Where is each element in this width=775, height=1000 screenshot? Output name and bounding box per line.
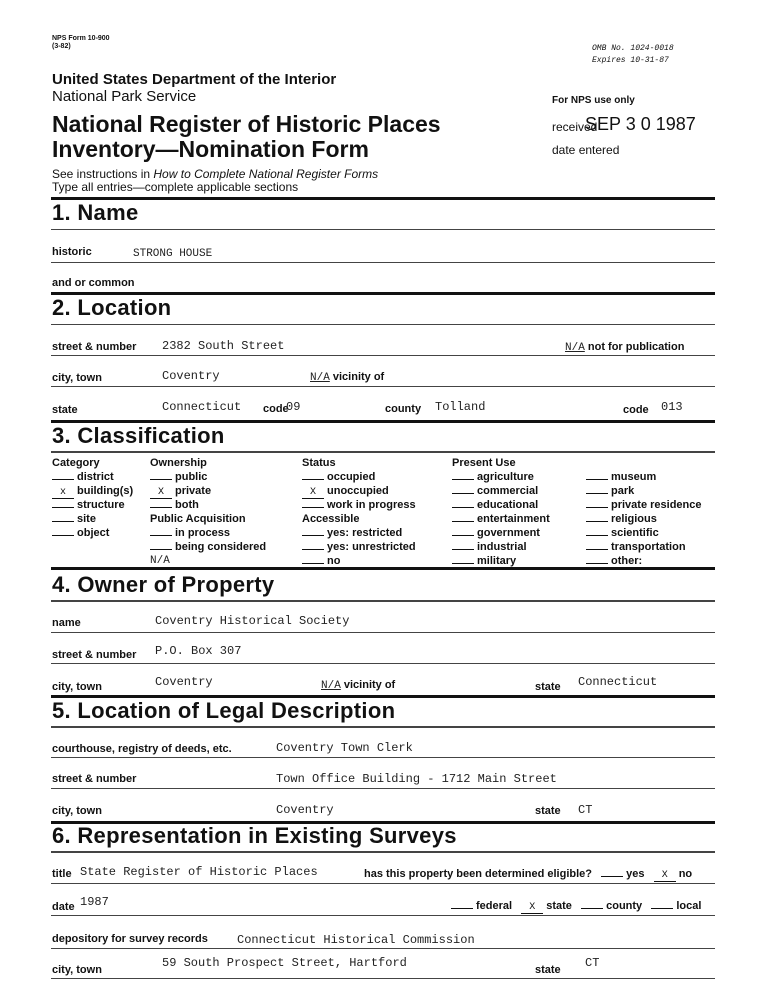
divider [51, 451, 715, 453]
expires: Expires 10-31-87 [592, 56, 669, 65]
checkbox[interactable] [150, 535, 172, 536]
owner-street-label: street & number [52, 649, 137, 661]
checkbox[interactable] [52, 479, 74, 480]
classification-option[interactable] [452, 485, 550, 499]
option-label: museum [611, 471, 657, 483]
option-label: military [477, 555, 517, 567]
depository-state-label: state [535, 964, 561, 976]
classification-group-heading: Category [52, 457, 100, 469]
owner-city-label: city, town [52, 681, 102, 693]
local-label: local [676, 900, 702, 912]
classification-option[interactable] [52, 499, 133, 513]
type-entries: Type all entries—complete applicable sections [52, 180, 299, 194]
omb-number: OMB No. 1024-0018 [592, 44, 674, 53]
classification-note: N/A [150, 555, 170, 567]
option-label: unoccupied [327, 485, 389, 497]
option-label: government [477, 527, 540, 539]
classification-group-heading: Ownership [150, 457, 207, 469]
owner-vicinity-label: vicinity of [343, 679, 396, 691]
divider [51, 386, 715, 387]
option-label: being considered [175, 541, 267, 553]
survey-title-label: title [52, 868, 72, 880]
divider [51, 663, 715, 664]
checkbox[interactable] [452, 535, 474, 536]
option-label: public [175, 471, 208, 483]
section-3-heading: 3. Classification [52, 423, 225, 448]
divider [51, 978, 715, 979]
checkbox[interactable] [52, 535, 74, 536]
vicinity-mark[interactable]: N/A [310, 372, 330, 384]
legal-state-field[interactable]: CT [578, 803, 593, 817]
option-label: transportation [611, 541, 686, 553]
owner-name-label: name [52, 617, 81, 629]
received-label: received [552, 120, 598, 134]
vicinity-label: vicinity of [332, 371, 385, 383]
checkbox[interactable] [302, 563, 324, 564]
checkbox[interactable] [302, 479, 324, 480]
county-option-label: county [606, 900, 643, 912]
vicinity [310, 371, 384, 384]
survey-title-field[interactable]: State Register of Historic Places [80, 865, 318, 879]
code-label: code [263, 403, 289, 415]
legal-city-field[interactable]: Coventry [276, 803, 334, 817]
form-number [52, 35, 110, 51]
divider [51, 726, 715, 728]
classification-option[interactable] [302, 527, 416, 541]
section-5-heading: 5. Location of Legal Description [52, 698, 396, 723]
divider [51, 324, 715, 325]
divider [51, 788, 715, 789]
classification-group-heading: Present Use [452, 457, 516, 469]
option-label: educational [477, 499, 539, 511]
owner-street-field[interactable]: P.O. Box 307 [155, 644, 242, 658]
checkbox[interactable] [586, 479, 608, 480]
federal-checkbox[interactable] [451, 908, 473, 909]
classification-option[interactable] [586, 471, 702, 485]
owner-city-field[interactable]: Coventry [155, 675, 213, 689]
depository-city-label: city, town [52, 964, 102, 976]
classification-option[interactable] [302, 471, 416, 485]
owner-name-field[interactable]: Coventry Historical Society [155, 614, 350, 628]
option-label: religious [611, 513, 657, 525]
classification-column [302, 457, 416, 569]
option-label: object [77, 527, 110, 539]
classification-option[interactable] [302, 541, 416, 555]
checkbox[interactable] [302, 535, 324, 536]
divider [51, 883, 715, 884]
classification-option[interactable] [452, 513, 550, 527]
instructions [52, 167, 378, 181]
depository-city-field[interactable]: 59 South Prospect Street, Hartford [162, 956, 407, 970]
option-label: both [175, 499, 199, 511]
classification-column [52, 457, 133, 541]
divider [51, 757, 715, 758]
divider [51, 262, 715, 263]
checkbox[interactable] [586, 563, 608, 564]
checkbox[interactable]: X [302, 488, 324, 499]
yes-label: yes [626, 868, 645, 880]
classification-column [150, 457, 266, 569]
survey-date-field[interactable]: 1987 [80, 895, 109, 909]
street-field[interactable]: 2382 South Street [162, 339, 285, 353]
county-label: county [385, 403, 422, 415]
option-label: commercial [477, 485, 539, 497]
divider [51, 632, 715, 633]
form-no: NPS Form 10-900 [52, 35, 110, 42]
section-2-heading: 2. Location [52, 295, 172, 320]
instructions-text: See instructions in [52, 167, 154, 181]
classification-option[interactable] [586, 499, 702, 513]
classification-option[interactable] [586, 485, 702, 499]
classification-option[interactable] [52, 471, 133, 485]
checkbox[interactable] [452, 549, 474, 550]
nfp-label: not for publication [587, 341, 685, 353]
checkbox[interactable] [150, 549, 172, 550]
form-subtitle: Inventory—Nomination Form [52, 136, 369, 162]
option-label: park [611, 485, 635, 497]
classification-option[interactable] [586, 513, 702, 527]
depository-state-field[interactable]: CT [585, 956, 600, 970]
classification-option[interactable] [452, 541, 550, 555]
divider [51, 915, 715, 916]
date-entered-label: date entered [552, 143, 620, 157]
county-checkbox[interactable] [581, 908, 603, 909]
classification-option[interactable] [150, 471, 266, 485]
option-label: private [175, 485, 212, 497]
state-checkbox[interactable]: X [521, 903, 543, 914]
section-1-heading: 1. Name [52, 200, 139, 225]
depository-label: depository for survey records [52, 933, 208, 945]
legal-state-label: state [535, 805, 561, 817]
legal-street-field[interactable]: Town Office Building - 1712 Main Street [276, 772, 557, 786]
option-label: scientific [611, 527, 659, 539]
not-for-publication [565, 341, 684, 354]
section-6-heading: 6. Representation in Existing Surveys [52, 823, 457, 848]
classification-option[interactable] [150, 499, 266, 513]
checkbox[interactable]: x [52, 488, 74, 499]
option-label: yes: unrestricted [327, 541, 416, 553]
city-label: city, town [52, 372, 102, 384]
divider [51, 567, 715, 570]
street-label: street & number [52, 341, 137, 353]
survey-level [451, 900, 701, 914]
classification-option[interactable] [52, 485, 133, 499]
received-stamp: SEP 3 0 1987 [585, 114, 696, 134]
option-label: building(s) [77, 485, 134, 497]
classification-option[interactable] [452, 471, 550, 485]
option-label: site [77, 513, 96, 525]
historic-name-field[interactable]: STRONG HOUSE [133, 248, 213, 260]
classification-option[interactable] [302, 485, 416, 499]
checkbox[interactable] [52, 521, 74, 522]
no-label: no [678, 868, 693, 880]
classification-group-heading: Public Acquisition [150, 513, 246, 525]
department: United States Department of the Interior [52, 71, 337, 88]
option-label: agriculture [477, 471, 534, 483]
classification-option[interactable] [302, 499, 416, 513]
classification-option[interactable] [586, 541, 702, 555]
checkbox[interactable] [586, 507, 608, 508]
form-date: (3-82) [52, 43, 71, 50]
omb-info [592, 43, 674, 67]
option-label: private residence [611, 499, 702, 511]
nfp-mark[interactable]: N/A [565, 342, 585, 354]
checkbox[interactable] [302, 507, 324, 508]
county-field[interactable]: Tolland [435, 400, 486, 414]
eligible-question [364, 868, 692, 882]
checkbox[interactable] [452, 521, 474, 522]
legal-street-label: street & number [52, 773, 137, 785]
owner-vicinity [321, 679, 395, 692]
state-option-label: state [546, 900, 572, 912]
classification-option[interactable] [586, 527, 702, 541]
checkbox[interactable] [586, 535, 608, 536]
checkbox[interactable] [52, 507, 74, 508]
classification-group-heading: Status [302, 457, 336, 469]
checkbox[interactable] [586, 549, 608, 550]
option-label: structure [77, 499, 125, 511]
divider [51, 229, 715, 230]
divider [51, 355, 715, 356]
option-label: district [77, 471, 114, 483]
classification-group-heading: Accessible [302, 513, 360, 525]
option-label: work in progress [327, 499, 416, 511]
city-field[interactable]: Coventry [162, 369, 220, 383]
option-label: in process [175, 527, 231, 539]
state-field[interactable]: Connecticut [162, 400, 242, 414]
classification-option[interactable] [452, 527, 550, 541]
classification-option[interactable] [52, 527, 133, 541]
survey-date-label: date [52, 901, 75, 913]
instructions-ref: How to Complete National Register Forms [153, 167, 379, 181]
classification-option[interactable] [452, 499, 550, 513]
section-4-heading: 4. Owner of Property [52, 572, 275, 597]
local-checkbox[interactable] [651, 908, 673, 909]
divider [51, 948, 715, 949]
classification-column [586, 457, 702, 569]
no-checkbox[interactable]: X [654, 871, 676, 882]
classification-option[interactable] [150, 541, 266, 555]
nps-use-only: For NPS use only [552, 95, 635, 106]
depository-field[interactable]: Connecticut Historical Commission [237, 933, 475, 947]
courthouse-field[interactable]: Coventry Town Clerk [276, 741, 413, 755]
checkbox[interactable] [150, 507, 172, 508]
divider [51, 197, 715, 200]
classification-group-heading [586, 457, 702, 471]
classification-option[interactable] [150, 485, 266, 499]
common-label: and or common [52, 277, 135, 289]
option-label: industrial [477, 541, 527, 553]
checkbox[interactable] [452, 493, 474, 494]
checkbox[interactable] [586, 521, 608, 522]
classification-option[interactable] [52, 513, 133, 527]
checkbox[interactable]: X [150, 488, 172, 499]
checkbox[interactable] [452, 563, 474, 564]
state-label: state [52, 404, 78, 416]
owner-state-label: state [535, 681, 561, 693]
checkbox[interactable] [452, 507, 474, 508]
legal-city-label: city, town [52, 805, 102, 817]
checkbox[interactable] [586, 493, 608, 494]
service: National Park Service [52, 88, 197, 105]
form-title: National Register of Historic Places [52, 111, 441, 137]
county-code-field[interactable]: 013 [661, 400, 683, 414]
divider [51, 600, 715, 602]
option-label: entertainment [477, 513, 550, 525]
historic-label: historic [52, 246, 92, 258]
owner-state-field[interactable]: Connecticut [578, 675, 658, 689]
checkbox[interactable] [302, 549, 324, 550]
option-label: yes: restricted [327, 527, 403, 539]
divider [51, 851, 715, 853]
eligible-label: has this property been determined eligible? [364, 868, 592, 880]
county-code-label: code [623, 404, 649, 416]
option-label: occupied [327, 471, 376, 483]
courthouse-label: courthouse, registry of deeds, etc. [52, 743, 232, 755]
classification-column [452, 457, 550, 569]
federal-label: federal [476, 900, 513, 912]
owner-vicinity-mark[interactable]: N/A [321, 680, 341, 692]
classification-option[interactable] [150, 527, 266, 541]
checkbox[interactable] [150, 479, 172, 480]
checkbox[interactable] [452, 479, 474, 480]
option-label: no [327, 555, 341, 567]
yes-checkbox[interactable] [601, 876, 623, 877]
state-code-field[interactable]: 09 [286, 400, 301, 414]
option-label: other: [611, 555, 643, 567]
